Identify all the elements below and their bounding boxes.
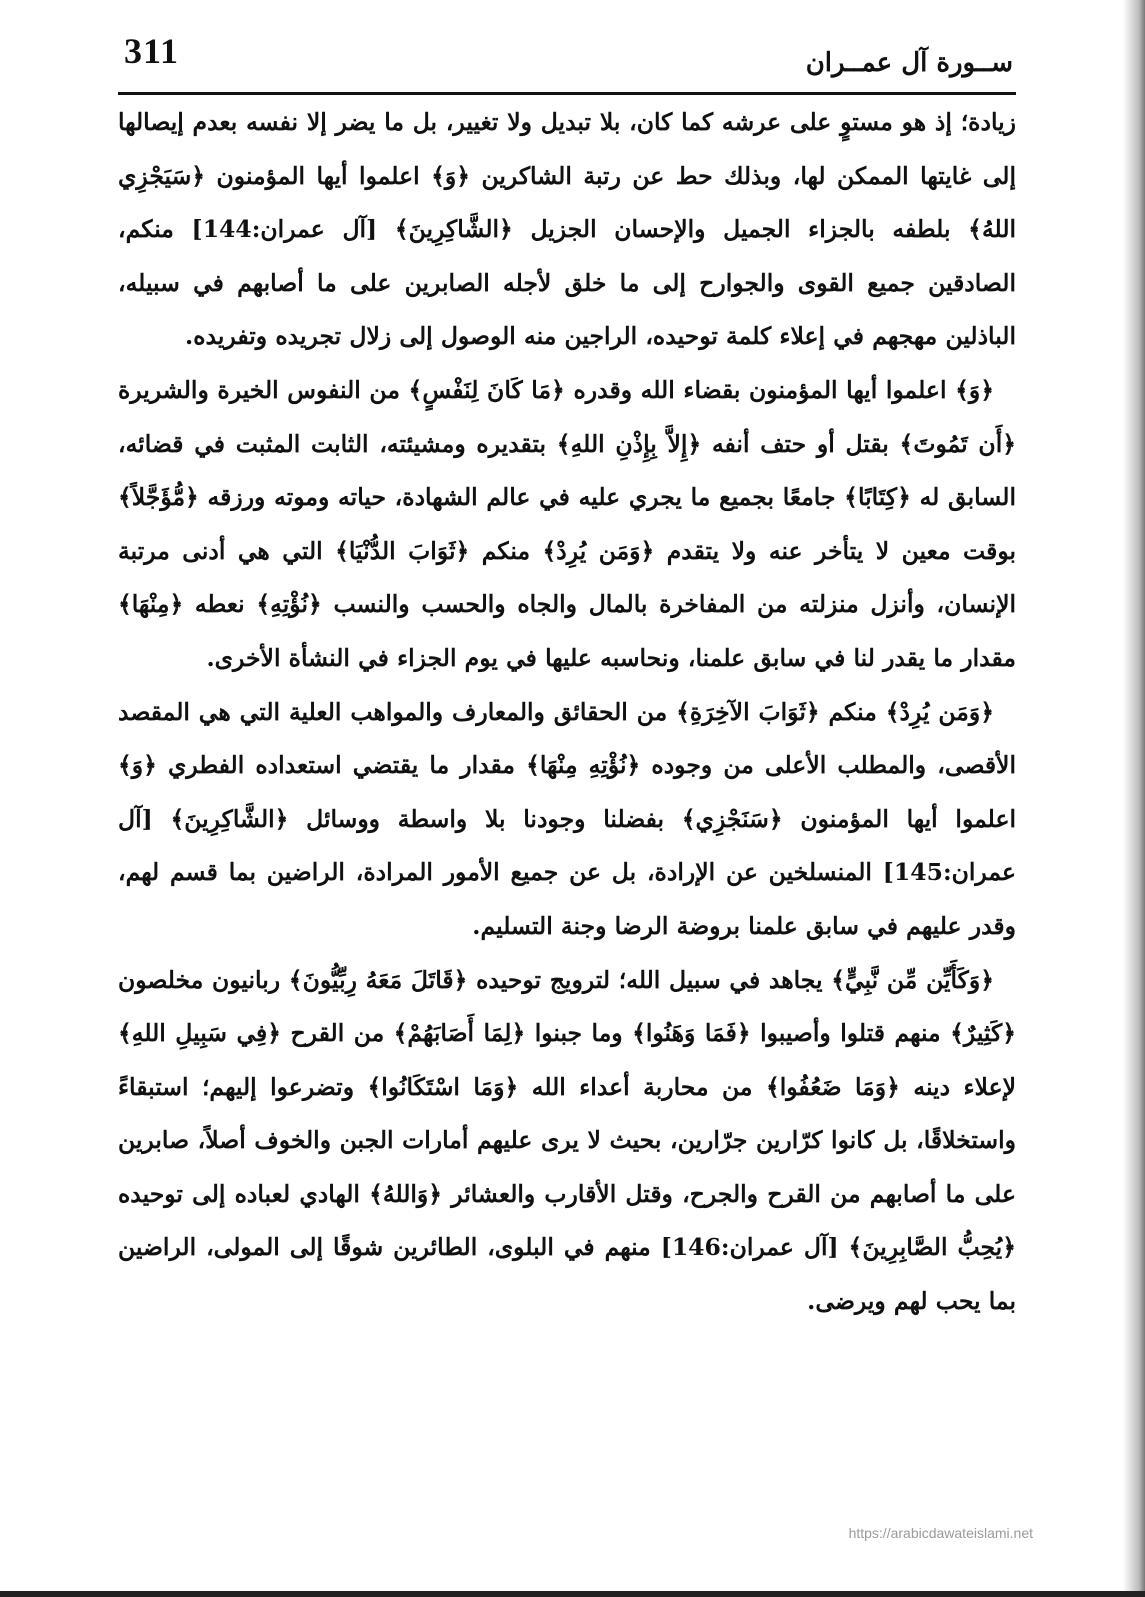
page-number: 311 (124, 31, 180, 71)
scan-edge-shadow (1123, 0, 1145, 1597)
paragraph: ﴿وَكَأَيِّن مِّن نَّبِيٍّ﴾ يجاهد في سبيل الله؛ لترويج توحيده ﴿قَاتَلَ مَعَهُ رِبِّيُّونَ﴾ ربانيون مخلصون ﴿كَثِيرٌ﴾ منهم قتلوا وأصيبوا ﴿فَمَا وَهَنُوا﴾ وما جبنوا ﴿لِمَا أَصَابَهُمْ﴾ من القرح ﴿فِي سَبِيلِ اللهِ﴾ لإعلاء دينه ﴿وَمَا ضَعُفُوا﴾ من محاربة أعداء الله ﴿وَمَا اسْتَكَانُوا﴾ وتضرعوا إليهم؛ استبقاءً واستخلاقًا، بل كانوا كرّارين جرّارين، بحيث لا يرى عليهم أمارات الجبن والخوف أصلاً، صابرين على ما أصابهم من القرح والجرح، وقتل الأقارب والعشائر ﴿وَاللهُ﴾ الهادي لعباده إلى توحيده ﴿يُحِبُّ الصَّابِرِينَ﴾ [آل عمران:146] منهم في البلوى، الطائرين شوقًا إلى المولى، الراضين بما يحب لهم ويرضى. (118, 965, 1016, 1316)
paragraph: زيادة؛ إذ هو مستوٍ على عرشه كما كان، بلا تبديل ولا تغيير، بل ما يضر إلا نفسه بعدم إيصالها إلى غايتها الممكن لها، وبذلك حط عن رتبة الشاكرين ﴿وَ﴾ اعلموا أيها المؤمنون ﴿سَيَجْزِي اللهُ﴾ بلطفه بالجزاء الجميل والإحسان الجزيل ﴿الشَّاكِرِينَ﴾ [آل عمران:144] منكم، الصادقين جميع القوى والجوارح إلى ما خلق لأجله الصابرين على ما أصابهم في سبيله، الباذلين مهجهم في إعلاء كلمة توحيده، الراجين منه الوصول إلى زلال تجريده وتفريده. (118, 108, 1017, 351)
header-divider (118, 92, 1016, 95)
watermark-url: https://arabicdawateislami.net (848, 1525, 1033, 1541)
paragraph: ﴿وَمَن يُرِدْ﴾ منكم ﴿ثَوَابَ الآخِرَةِ﴾ من الحقائق والمعارف والمواهب العلية التي هي المقصد الأقصى، والمطلب الأعلى من وجوده ﴿نُؤْتِهِ مِنْهَا﴾ مقدار ما يقتضي استعداده الفطري ﴿وَ﴾ اعلموا أيها المؤمنون ﴿سَنَجْزِي﴾ بفضلنا وجودنا بلا واسطة ووسائل ﴿الشَّاكِرِينَ﴾ [آل عمران:145] المنسلخين عن الإرادة، بل عن جميع الأمور المرادة، الراضين بما قسم لهم، وقدر عليهم في سابق علمنا بروضة الرضا وجنة التسليم. (118, 697, 1016, 940)
page-body (118, 96, 1016, 1329)
scan-bottom-edge (0, 1591, 1145, 1597)
surah-title: ســورة آل عمــران (805, 48, 1013, 78)
paragraph: ﴿وَ﴾ اعلموا أيها المؤمنون بقضاء الله وقدره ﴿مَا كَانَ لِنَفْسٍ﴾ من النفوس الخيرة والشريرة ﴿أَن تَمُوتَ﴾ بقتل أو حتف أنفه ﴿إِلاَّ بِإِذْنِ اللهِ﴾ بتقديره ومشيئته، الثابت المثبت في قضائه، السابق له ﴿كِتَابًا﴾ جامعًا بجميع ما يجري عليه في عالم الشهادة، حياته وموته ورزقه ﴿مُّؤَجَّلاً﴾ بوقت معين لا يتأخر عنه ولا يتقدم ﴿وَمَن يُرِدْ﴾ منكم ﴿ثَوَابَ الدُّنْيَا﴾ التي هي أدنى مرتبة الإنسان، وأنزل منزلته من المفاخرة بالمال والجاه والحسب والنسب ﴿نُؤْتِهِ﴾ نعطه ﴿مِنْهَا﴾ مقدار ما يقدر لنا في سابق علمنا، ونحاسبه عليها في يوم الجزاء في النشأة الأخرى. (118, 375, 1016, 672)
